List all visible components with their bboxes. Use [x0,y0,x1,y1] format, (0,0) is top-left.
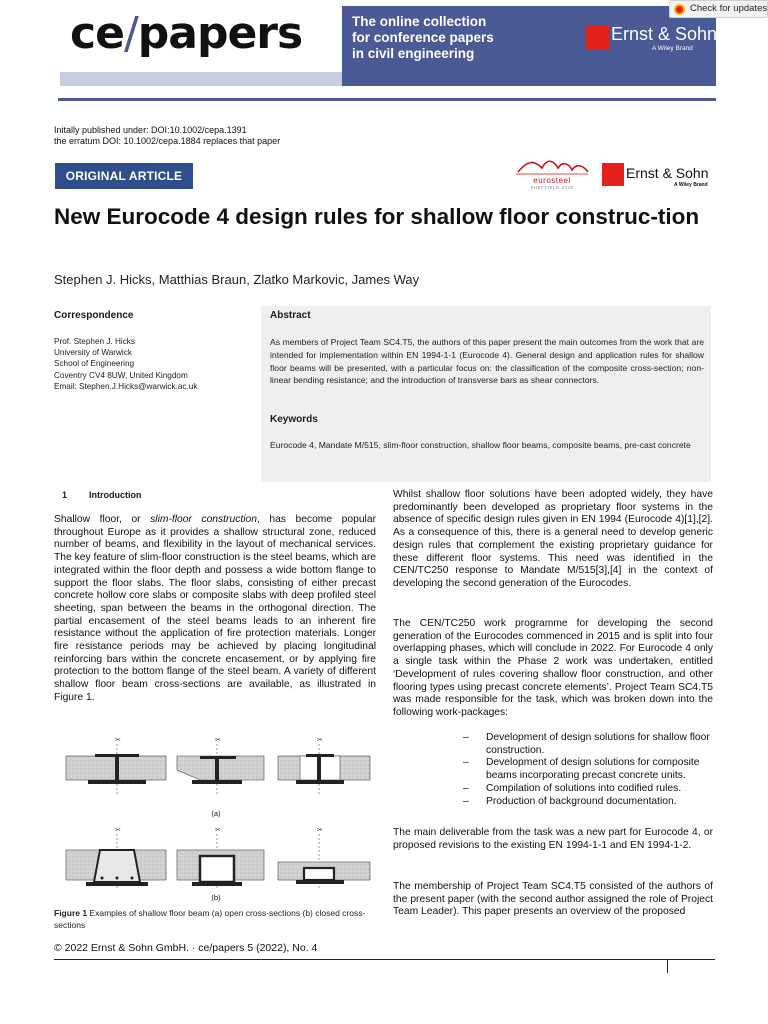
right-paragraph-1: Whilst shallow floor solutions have been adopted widely, they have predominantly been developed as proprietary floor systems in the absence of specific design rules given in EN 1994 (Eurocode 4)[1],[2]. As a consequence of this, there is a general need to develop generic design rules that complement the existing proprietary guidance for these different floor systems. This need was identified in the CEN/TC250 response to Mandate M/515[3],[4] in the context of developing the second generation of the Eurocodes. [393,489,713,589]
publisher-name: Ernst & Sohn [626,165,709,181]
journal-logo [70,8,302,59]
tagline-line: The online collection [352,14,487,29]
footer-divider [54,959,715,960]
text-run: Shallow floor, or [54,514,151,525]
publisher-name: Ernst & Sohn [611,24,718,44]
header-divider [58,98,716,101]
figure-label-a: (a) [211,809,221,818]
author-list: Stephen J. Hicks, Matthias Braun, Zlatko Markovic, James Way [54,272,420,287]
footer-tick [667,959,668,973]
banner-tagline [352,14,552,62]
tagline-line: for conference papers [352,30,494,45]
figure-1-cross-sections [60,732,376,902]
right-paragraph-2: The CEN/TC250 work programme for developing the second generation of the Eurocodes commenced in 2015 and is split into four overlapping phases, which will conclude in 2022. For Eurocode 4 only a single task within the Phase 2 work was undertaken, entitled ‘Development of rules covering shallow floor construction, and other flooring types using precast concrete elements’. Project Team SC4.T5 was made responsible for the task, which was broken down into the following work-packages: [393,618,713,718]
work-package-list [463,732,715,808]
svg-text:✂: ✂ [317,737,323,744]
publication-note-doi: Initally published under: DOI:10.1002/cepa.1391 [54,125,247,135]
correspondence-line: Prof. Stephen J. Hicks [54,337,135,346]
section-a3 [278,737,370,794]
correspondence-line: School of Engineering [54,359,135,369]
publication-note-erratum: the erratum DOI: 10.1002/cepa.1884 replaces that paper [54,136,281,146]
logo-underline-strip [60,72,342,86]
text-run: , has become popular throughout Europe as it provides a shallow structural zone, reduced number of beams, and flexibility in the layout of mechanical services. The key feature of slim-floor construction is the steel beams, which are integrated within the floor depth and possess a wide bottom flange to support the floor slabs. The floor slabs, consisting of either precast concrete hollow core slabs or composite slabs with deep profiled steel sheeting, span between the beams in the orthogonal direction. The partial encasement of the steel beams leads to an inherent fire resistance without the application of fire protection materials. Longer fire resistance periods may be achieved by placing longitudinal reinforcing bars within the concrete encasement, or by applying fire protection to the bottom flange of the steel beam. A variety of different shallow floor beam cross-sections are available, as illustrated in Figure 1. [54,514,376,703]
caption-label: Figure 1 [54,908,88,918]
list-item: – Development of design solutions for shallow floor construction. [463,732,710,756]
check-for-updates-button[interactable] [669,0,768,18]
tagline-line: in civil engineering [352,46,475,61]
logo-slash: / [123,8,138,59]
svg-text:✂: ✂ [115,737,121,744]
logo-part1: ce [70,8,124,59]
section-b2 [177,827,264,888]
caption-text: Examples of shallow floor beam (a) open cross-sections (b) closed cross-sections [54,908,366,930]
correspondence-line: University of Warwick [54,348,132,358]
section-a2 [177,737,264,794]
figure-label-b: (b) [211,893,221,902]
abstract-panel [261,306,711,482]
correspondence-details [54,336,254,392]
right-paragraph-3: The main deliverable from the task was a new part for Eurocode 4, or proposed revisions to the existing EN 1994-1-1 and EN 1994-1-2. [393,827,713,851]
section-b3 [278,827,370,888]
intro-paragraph-1 [54,514,376,705]
eurosteel-subtitle: SHEFFIELD 2020 [530,185,574,190]
abstract-heading: Abstract [270,310,311,321]
list-item: – Production of background documentation. [463,795,677,807]
section-title: Introduction [89,490,142,500]
list-item: – Development of design solutions for composite beams incorporating precast concrete units. [463,757,700,782]
eurosteel-name: eurosteel [533,176,571,185]
svg-text:✂: ✂ [115,827,121,834]
list-item: – Compilation of solutions into codified rules. [463,782,682,794]
right-paragraph-4: The membership of Project Team SC4.T5 consisted of the authors of the present paper (with the second author assigned the role of Project Team Leader). This paper presents an overview of the proposed [393,881,713,918]
figure-1-caption [54,908,378,931]
article-type-badge: ORIGINAL ARTICLE [55,163,193,189]
check-for-updates-label: Check for updates [690,3,768,14]
abstract-text: As members of Project Team SC4.T5, the authors of this paper present the main outcomes from the work that are intended for implementation within EN 1994-1-1 (Eurocode 4). General design and application rules for shallow floor beams will be presented, with a particular focus on: the classification of the composite cross-section; non-linear bending resistance; and the introduction of transverse bars as shear connectors. [270,337,704,386]
svg-text:✂: ✂ [317,827,323,834]
publisher-logo-square-icon [585,26,609,50]
publisher-subtitle: A Wiley Brand [652,45,693,52]
crossmark-icon [674,4,685,15]
section-number: 1 [62,490,68,500]
correspondence-email[interactable]: Email: Stephen.J.Hicks@warwick.ac.uk [54,381,198,391]
logo-part2: papers [137,8,303,59]
correspondence-line: Coventry CV4 8UW, United Kingdom [54,370,188,380]
keywords-heading: Keywords [270,414,318,425]
publisher-subtitle: A Wiley Brand [674,182,708,188]
svg-text:✂: ✂ [215,827,221,834]
publisher-logo-square-icon [602,163,624,186]
page-footer: © 2022 Ernst & Sohn GmbH. · ce/papers 5 (2022), No. 4 [54,942,318,954]
section-b1 [66,827,166,888]
correspondence-heading: Correspondence [54,310,134,321]
section-a1 [66,737,166,794]
keywords-text: Eurocode 4, Mandate M/515, slim-floor construction, shallow floor beams, composite beams, pre-cast concrete [270,440,691,450]
svg-text:✂: ✂ [215,737,221,744]
paper-title: New Eurocode 4 design rules for shallow floor construc-tion [54,204,700,229]
emphasized-term: slim-floor construction [150,514,257,525]
